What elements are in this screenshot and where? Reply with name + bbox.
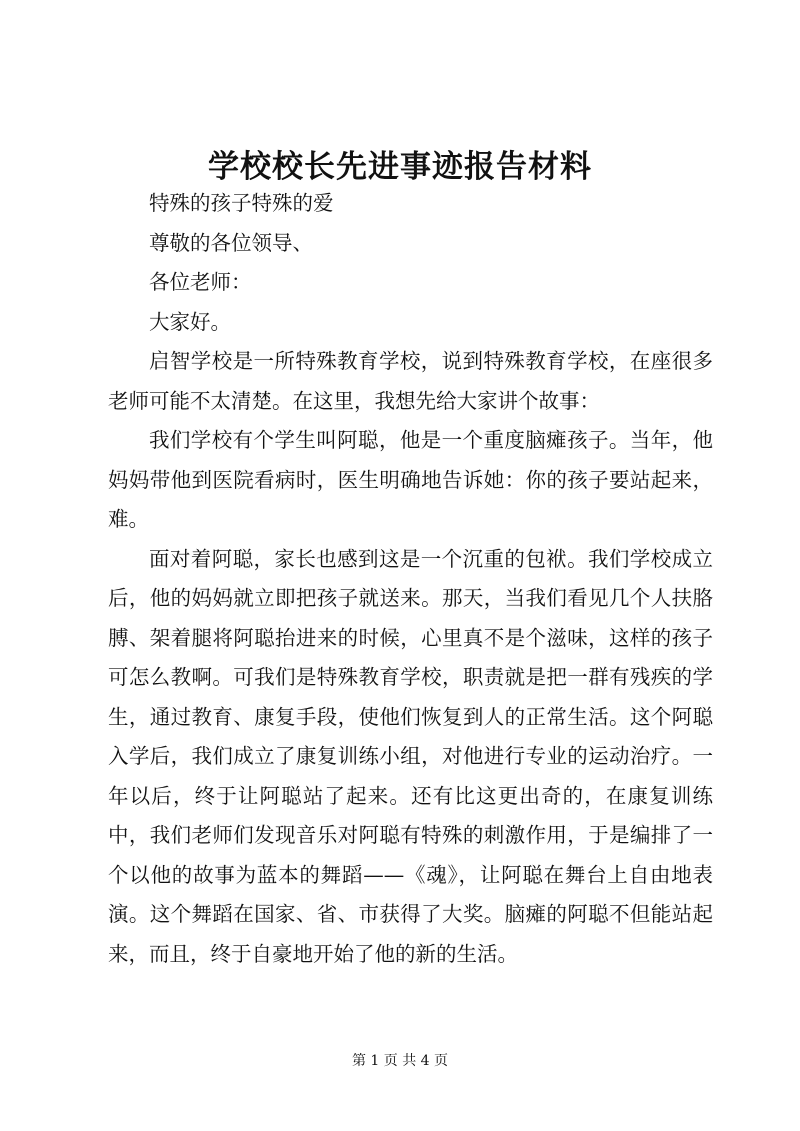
document-body <box>108 184 713 974</box>
paragraph-subtitle: 特殊的孩子特殊的爱 <box>149 191 334 215</box>
paragraph-greeting: 大家好。 <box>149 309 231 334</box>
paragraph-story-body: 面对着阿聪，家长也感到这是一个沉重的包袱。我们学校成立后，他的妈妈就立即把孩子就送来。那天，当我们看见几个人扶胳膊、架着腿将阿聪抬进来的时候，心里真不是个滋味，这样的孩子可怎么教啊。可我们是特殊教育学校，职责就是把一群有残疾的学生，通过教育、康复手段，使他们恢复到人的正常生活。这个阿聪入学后，我们成立了康复训练小组，对他进行专业的运动治疗。一年以后，终于让阿聪站了起来。还有比这更出奇的，在康复训练中，我们老师们发现音乐对阿聪有特殊的刺激作用，于是编排了一个以他的故事为蓝本的舞蹈——《魂》，让阿聪在舞台上自由地表演。这个舞蹈在国家、省、市获得了大奖。脑瘫的阿聪不但能站起来，而且，终于自豪地开始了他的新的生活。 <box>108 546 713 966</box>
paragraph-intro: 启智学校是一所特殊教育学校，说到特殊教育学校，在座很多老师可能不太清楚。在这里，我想先给大家讲个故事： <box>108 349 713 413</box>
paragraph-salutation-leaders: 尊敬的各位领导、 <box>149 230 313 255</box>
paragraph-story-start: 我们学校有个学生叫阿聪，他是一个重度脑瘫孩子。当年，他妈妈带他到医院看病时，医生明确地告诉她：你的孩子要站起来，难。 <box>108 428 713 531</box>
paragraph-salutation-teachers: 各位老师： <box>149 270 252 294</box>
page-footer: 第 1 页 共 4 页 <box>351 1053 449 1069</box>
document-title: 学校校长先进事迹报告材料 <box>208 149 592 185</box>
